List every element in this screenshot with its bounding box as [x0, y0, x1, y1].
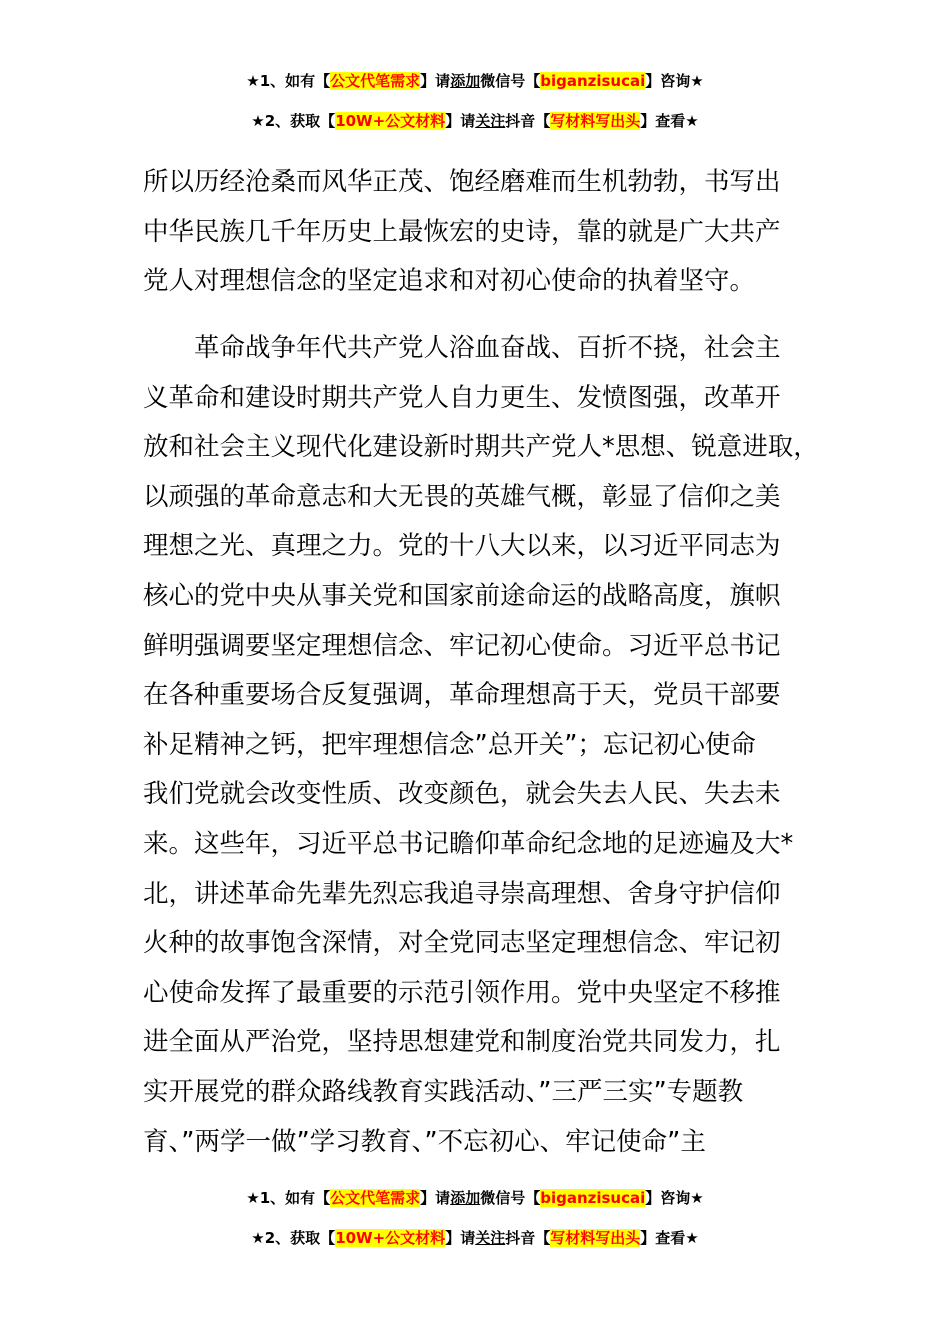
notice-text-segment: ★1、如有【: [246, 1189, 331, 1207]
text-line: 实开展党的群众路线教育实践活动、”三严三实”专题教: [143, 1077, 744, 1107]
notice-text-segment: 写材料写出头: [550, 112, 641, 130]
text-line: 放和社会主义现代化建设新时期共产党人*思想、锐意进取，: [143, 432, 819, 463]
text-line: 核心的党中央从事关党和国家前途命运的战略高度，旗帜: [143, 581, 781, 611]
notice-text-segment: 写材料写出头: [550, 1229, 641, 1247]
text-line: 革命战争年代共产党人浴血奋战、百折不挠，社会主: [143, 333, 781, 363]
notice-text-segment: 抖音【: [505, 112, 551, 130]
text-line: 补足精神之钙，把牢理想信念”总开关”；忘记初心使命: [143, 729, 756, 760]
text-line: 育、”两学一做”学习教育、”不忘初心、牢记使命”主: [143, 1126, 706, 1157]
footer-notice-line-2: [0, 1227, 950, 1249]
notice-text-segment: 抖音【: [505, 1229, 551, 1247]
notice-text-segment: 微信号【: [480, 72, 541, 90]
text-line: 鲜明强调要坚定理想信念、牢记初心使命。习近平总书记: [143, 630, 781, 661]
notice-text-segment: biganzisucai: [540, 1189, 646, 1207]
notice-text-segment: 微信号【: [480, 1189, 541, 1207]
notice-text-segment: ★1、如有【: [246, 72, 331, 90]
notice-text-segment: 10W+公文材料: [335, 1229, 446, 1247]
notice-text-segment: 】查看★: [640, 1229, 699, 1247]
notice-text-segment: 关注: [475, 1229, 506, 1247]
notice-text-segment: 】咨询★: [645, 1189, 704, 1207]
text-line: 北，讲述革命先辈先烈忘我追寻崇高理想、舍身守护信仰: [143, 878, 781, 909]
text-line: 我们党就会改变性质、改变颜色，就会失去人民、失去未: [143, 779, 781, 810]
notice-text-segment: 关注: [475, 112, 506, 130]
notice-text-segment: 】请: [445, 1229, 476, 1247]
text-line: 所以历经沧桑而风华正茂、饱经磨难而生机勃勃，书写出: [143, 167, 781, 197]
notice-text-segment: 】请: [420, 1189, 451, 1207]
notice-text-segment: 添加: [450, 1189, 481, 1207]
notice-text-segment: 公文代笔需求: [330, 72, 421, 90]
text-line: 火种的故事饱含深情，对全党同志坚定理想信念、牢记初: [143, 928, 781, 959]
text-line: 心使命发挥了最重要的示范引领作用。党中央坚定不移推: [143, 977, 781, 1008]
header-notice-line-1: [0, 70, 950, 92]
notice-text-segment: biganzisucai: [540, 72, 646, 90]
text-line: 理想之光、真理之力。党的十八大以来，以习近平同志为: [143, 531, 781, 562]
text-line: 党人对理想信念的坚定追求和对初心使命的执着坚守。: [143, 266, 756, 297]
notice-text-segment: 公文代笔需求: [330, 1189, 421, 1207]
header-notice-line-2: [0, 110, 950, 132]
notice-text-segment: 】请: [445, 112, 476, 130]
notice-text-segment: 】请: [420, 72, 451, 90]
notice-text-segment: 】查看★: [640, 112, 699, 130]
text-line: 义革命和建设时期共产党人自力更生、发愤图强，改革开: [143, 382, 781, 413]
text-line: 在各种重要场合反复强调，革命理想高于天，党员干部要: [143, 680, 781, 711]
notice-text-segment: 添加: [450, 72, 481, 90]
notice-text-segment: 10W+公文材料: [335, 112, 446, 130]
text-line: 来。这些年，习近平总书记瞻仰革命纪念地的足迹遍及大*: [143, 829, 794, 859]
text-line: 中华民族几千年历史上最恢宏的史诗，靠的就是广大共产: [143, 216, 781, 247]
footer-notice-line-1: [0, 1187, 950, 1209]
notice-text-segment: ★2、获取【: [251, 1229, 336, 1247]
text-line: 进全面从严治党，坚持思想建党和制度治党共同发力，扎: [143, 1027, 781, 1058]
text-line: 以顽强的革命意志和大无畏的英雄气概，彰显了信仰之美: [143, 481, 781, 512]
notice-text-segment: ★2、获取【: [251, 112, 336, 130]
notice-text-segment: 】咨询★: [645, 72, 704, 90]
